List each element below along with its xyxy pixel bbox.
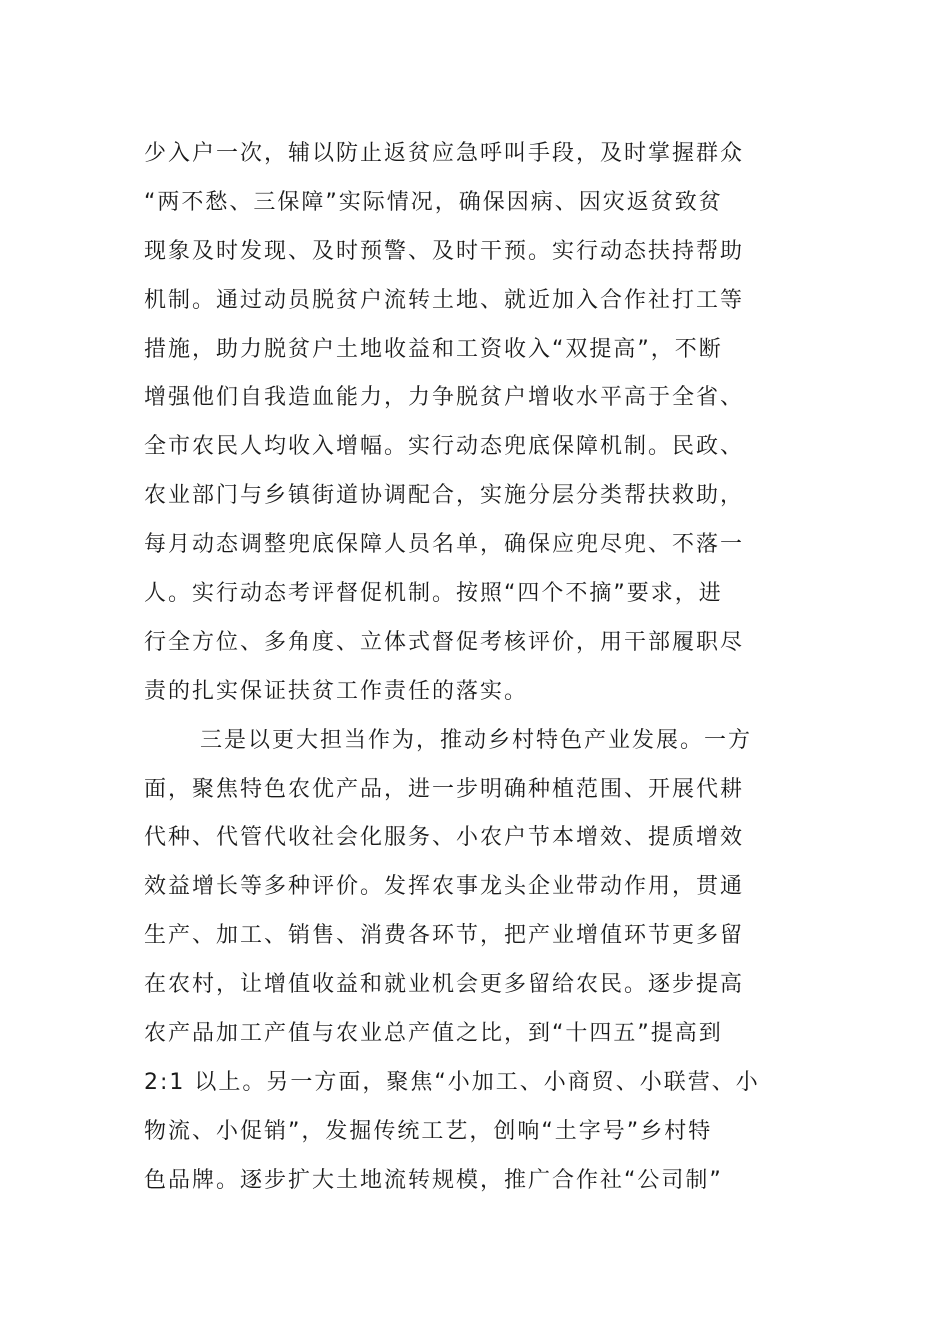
text-line: 行全方位、多角度、立体式督促考核评价，用干部履职尽 [144, 629, 745, 655]
text-line: 农产品加工产值与农业总产值之比，到“十四五”提高到 [144, 1021, 723, 1047]
text-line: 农业部门与乡镇街道协调配合，实施分层分类帮扶救助， [144, 483, 745, 509]
text-line: 在农村，让增值收益和就业机会更多留给农民。逐步提高 [144, 972, 745, 998]
text-line: “两不愁、三保障”实际情况，确保因病、因灾返贫致贫 [144, 189, 723, 215]
text-line: 面，聚焦特色农优产品，进一步明确种植范围、开展代耕 [144, 776, 745, 802]
text-line: 物流、小促销”，发掘传统工艺，创响“土字号”乡村特 [144, 1118, 713, 1144]
text-line: 现象及时发现、及时预警、及时干预。实行动态扶持帮助 [144, 238, 745, 264]
text-line: 全市农民人均收入增幅。实行动态兜底保障机制。民政、 [144, 434, 745, 460]
text-line: 措施，助力脱贫户土地收益和工资收入“双提高”，不断 [144, 336, 723, 362]
text-line: 生产、加工、销售、消费各环节，把产业增值环节更多留 [144, 923, 745, 949]
paragraph-start-line: 三是以更大担当作为，推动乡村特色产业发展。一方 [200, 727, 753, 753]
text-line: 责的扎实保证扶贫工作责任的落实。 [144, 678, 529, 704]
body-text [144, 130, 806, 1206]
text-line: 代种、代管代收社会化服务、小农户节本增效、提质增效 [144, 825, 745, 851]
text-line: 效益增长等多种评价。发挥农事龙头企业带动作用，贯通 [144, 874, 745, 900]
text-line: 色品牌。逐步扩大土地流转规模，推广合作社“公司制” [144, 1167, 723, 1193]
text-line: 2:1 以上。另一方面，聚焦“小加工、小商贸、小联营、小 [144, 1069, 760, 1095]
text-line: 人。实行动态考评督促机制。按照“四个不摘”要求，进 [144, 581, 723, 607]
text-line: 少入户一次，辅以防止返贫应急呼叫手段，及时掌握群众 [144, 141, 745, 166]
text-line: 机制。通过动员脱贫户流转土地、就近加入合作社打工等 [144, 287, 745, 313]
text-line: 增强他们自我造血能力，力争脱贫户增收水平高于全省、 [144, 385, 745, 411]
text-line: 每月动态调整兜底保障人员名单，确保应兜尽兜、不落一 [144, 532, 745, 558]
